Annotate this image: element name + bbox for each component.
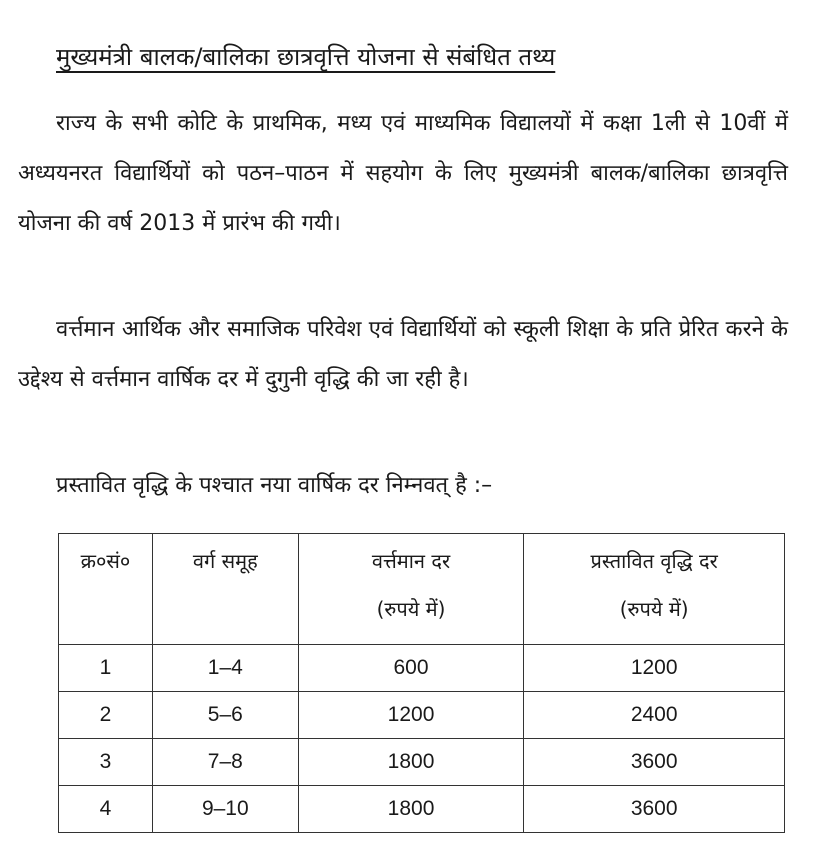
- paragraph-scheme-intro: राज्य के सभी कोटि के प्राथमिक, मध्य एवं माध्यमिक विद्यालयों में कक्षा 1ली से 10वीं में अध्ययनरत विद्यार्थियों को पठन–पाठन में सहयोग के लिए मुख्यमंत्री बालक/बालिका छात्रवृत्ति योजना की वर्ष 2013 में प्रारंभ की गयी।: [18, 111, 788, 236]
- table-row: [59, 645, 785, 692]
- header-serial-label: क्र०सं०: [80, 549, 131, 573]
- header-proposed-rate-label: प्रस्तावित वृद्धि दर: [590, 549, 718, 573]
- header-current-rate: [298, 534, 524, 645]
- header-proposed-rate-unit: (रुपये में): [619, 597, 689, 621]
- cell-group: 7–8: [152, 739, 298, 786]
- cell-proposed-rate: 3600: [524, 786, 785, 833]
- cell-current-rate: 600: [298, 645, 524, 692]
- header-group: [152, 534, 298, 645]
- cell-current-rate: 1800: [298, 739, 524, 786]
- table-row: [59, 692, 785, 739]
- table-intro: प्रस्तावित वृद्धि के पश्चात नया वार्षिक दर निम्नवत् है :–: [56, 473, 493, 498]
- cell-serial: 4: [59, 786, 153, 833]
- cell-group: 1–4: [152, 645, 298, 692]
- document-title: मुख्यमंत्री बालक/बालिका छात्रवृत्ति योजना से संबंधित तथ्य: [56, 43, 556, 71]
- header-current-rate-label: वर्त्तमान दर: [371, 549, 451, 573]
- cell-current-rate: 1200: [298, 692, 524, 739]
- cell-serial: 3: [59, 739, 153, 786]
- table-row: [59, 739, 785, 786]
- cell-serial: 2: [59, 692, 153, 739]
- header-current-rate-unit: (रुपये में): [376, 597, 446, 621]
- cell-proposed-rate: 2400: [524, 692, 785, 739]
- header-proposed-rate: [524, 534, 785, 645]
- cell-serial: 1: [59, 645, 153, 692]
- cell-proposed-rate: 1200: [524, 645, 785, 692]
- table-row: [59, 786, 785, 833]
- table-header-row: [59, 534, 785, 645]
- cell-group: 9–10: [152, 786, 298, 833]
- header-group-label: वर्ग समूह: [192, 549, 258, 573]
- cell-group: 5–6: [152, 692, 298, 739]
- cell-proposed-rate: 3600: [524, 739, 785, 786]
- header-serial: [59, 534, 153, 645]
- rates-table: [58, 533, 785, 833]
- paragraph-rate-increase: वर्त्तमान आर्थिक और समाजिक परिवेश एवं विद्यार्थियों को स्कूली शिक्षा के प्रति प्रेरित करने के उद्देश्य से वर्त्तमान वार्षिक दर में दुगुनी वृद्धि की जा रही है।: [18, 317, 788, 392]
- cell-current-rate: 1800: [298, 786, 524, 833]
